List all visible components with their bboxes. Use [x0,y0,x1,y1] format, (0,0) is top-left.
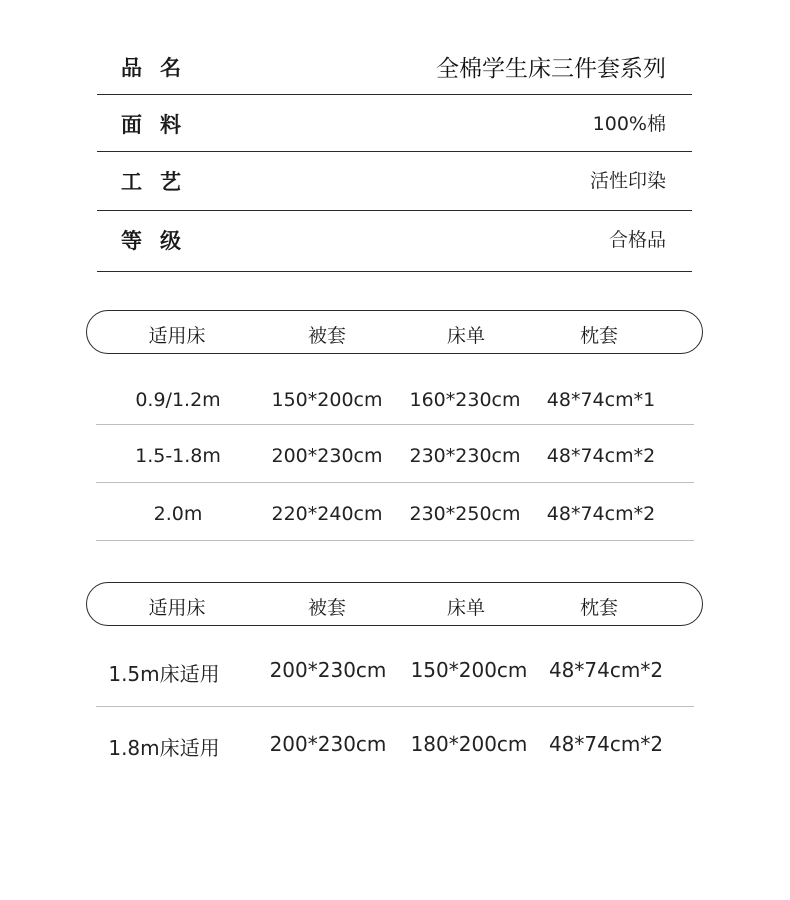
info-row-craft [97,152,692,211]
size-spec-table-1 [86,310,703,541]
header-duvet-cover: 被套 [307,597,347,619]
cell-bed-size: 1.8m床适用 [108,736,220,760]
cell-duvet-cover: 200*230cm [269,658,387,682]
info-value: 全棉学生床三件套系列 [436,56,666,82]
info-row-grade [97,211,692,272]
cell-bed-size: 1.5-1.8m [135,445,221,467]
size-spec-table-2 [86,582,703,774]
table-row [96,425,694,483]
table-body [96,640,694,774]
table-header [86,310,703,354]
cell-duvet-cover: 200*230cm [269,732,387,756]
info-value: 合格品 [608,229,666,251]
table-row [96,483,694,541]
cell-pillowcase: 48*74cm*2 [546,445,656,467]
header-bed-sheet: 床单 [446,597,486,619]
table-row [96,707,694,774]
cell-pillowcase: 48*74cm*2 [548,732,664,756]
header-pillowcase: 枕套 [579,597,619,619]
cell-bed-size: 2.0m [153,503,203,525]
table-row [96,368,694,425]
cell-bed-sheet: 150*200cm [410,658,528,682]
info-value: 活性印染 [589,170,666,192]
info-label: 等级 [121,229,199,253]
cell-duvet-cover: 200*230cm [271,445,383,467]
cell-duvet-cover: 150*200cm [271,389,383,411]
cell-duvet-cover: 220*240cm [271,503,383,525]
table-body [96,368,694,541]
info-label: 品名 [121,56,199,80]
product-info-list [97,38,692,272]
info-label: 面料 [121,113,199,137]
cell-bed-sheet: 230*250cm [409,503,521,525]
table-header [86,582,703,626]
info-row-fabric [97,95,692,152]
cell-pillowcase: 48*74cm*2 [546,503,656,525]
table-row [96,640,694,707]
header-duvet-cover: 被套 [307,325,347,347]
header-bed-size: 适用床 [148,325,206,347]
header-bed-size: 适用床 [148,597,206,619]
info-value: 100%棉 [592,113,666,135]
header-bed-sheet: 床单 [446,325,486,347]
info-label: 工艺 [121,170,199,194]
cell-bed-size: 0.9/1.2m [135,389,221,411]
info-row-name [97,38,692,95]
cell-bed-sheet: 230*230cm [409,445,521,467]
cell-pillowcase: 48*74cm*2 [548,658,664,682]
header-pillowcase: 枕套 [579,325,619,347]
cell-bed-sheet: 180*200cm [410,732,528,756]
cell-pillowcase: 48*74cm*1 [546,389,656,411]
cell-bed-size: 1.5m床适用 [108,662,220,686]
cell-bed-sheet: 160*230cm [409,389,521,411]
